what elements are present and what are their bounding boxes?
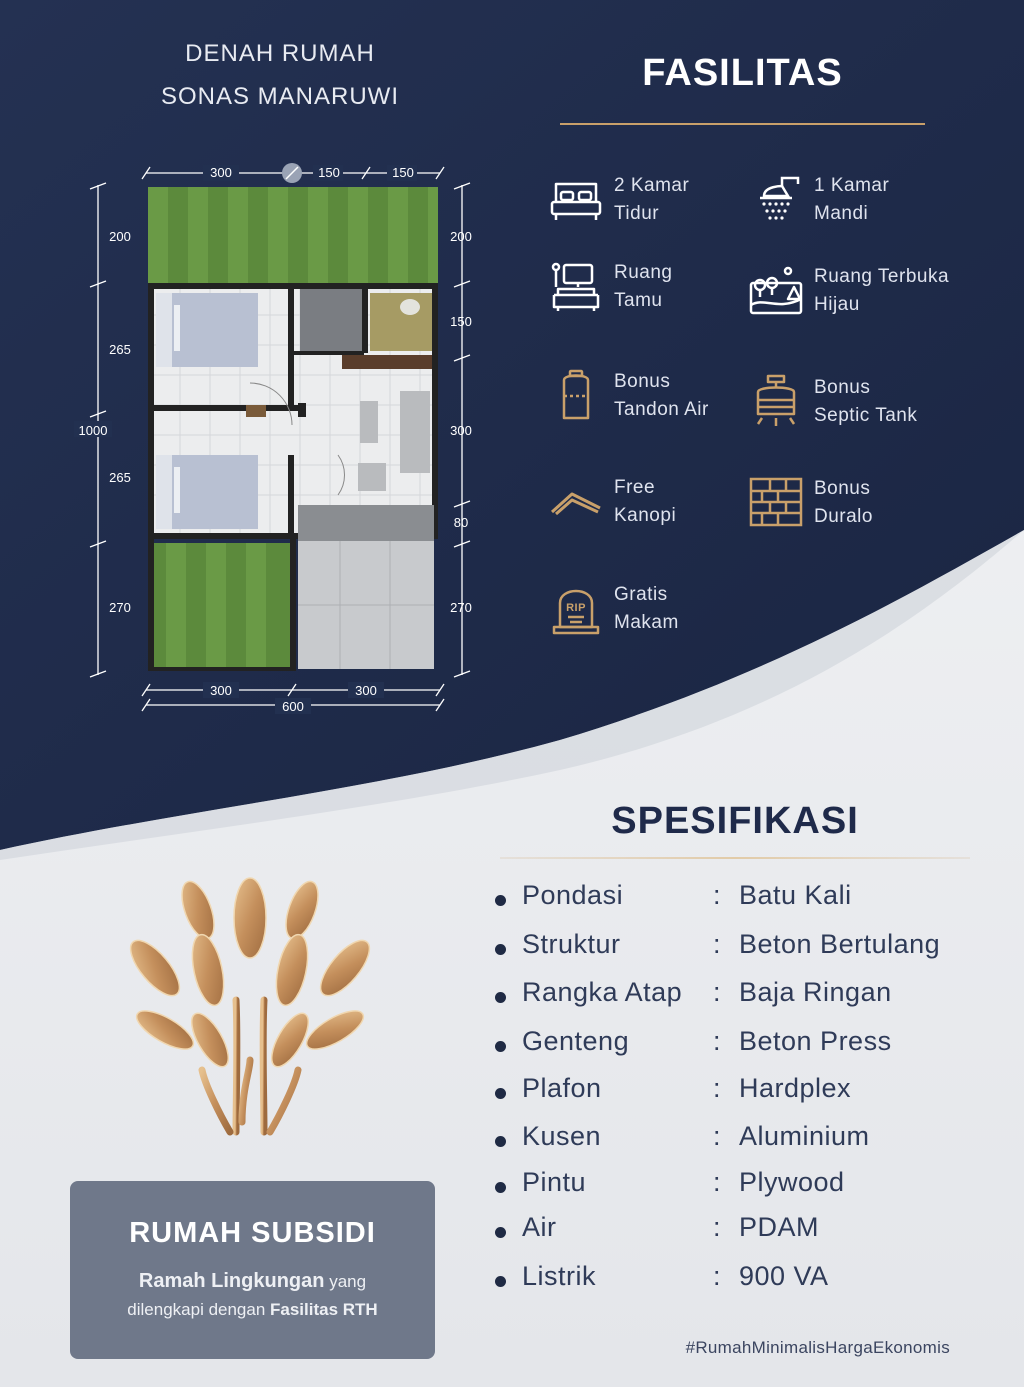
spec-label: Struktur [522, 929, 621, 959]
spesifikasi-divider [500, 857, 970, 859]
badge-title: RUMAH SUBSIDI [129, 1217, 376, 1249]
shower-icon [748, 172, 804, 228]
park-icon [748, 263, 804, 319]
facility-bedroom-line1: 2 Kamar [614, 175, 690, 196]
spec-separator: : [713, 1167, 722, 1197]
fasilitas-divider [560, 123, 925, 125]
spec-row [495, 880, 995, 920]
facility-bedroom [548, 172, 689, 228]
spec-row [495, 1121, 995, 1161]
facility-open-space [748, 263, 949, 319]
living-room-icon [548, 259, 604, 315]
facility-open-space-line1: Ruang Terbuka [814, 266, 950, 287]
bullet-icon [495, 1041, 506, 1052]
facility-water-tank-line2: Tandon Air [614, 399, 709, 420]
spec-row [495, 1026, 995, 1066]
dim-bottom-1: 300 [210, 683, 232, 698]
dim-left-4: 270 [109, 600, 131, 615]
bullet-icon [495, 1136, 506, 1147]
canopy-icon [548, 474, 604, 530]
plan-title-line2: SONAS MANARUWI [160, 83, 399, 110]
spec-value: Aluminium [739, 1121, 870, 1151]
septic-tank-icon [748, 374, 804, 430]
spec-separator: : [713, 1026, 722, 1056]
spec-separator: : [713, 1121, 722, 1151]
plan-title-line1: DENAH RUMAH [185, 40, 375, 67]
rumah-subsidi-badge [70, 1181, 435, 1359]
facility-cemetery-line1: Gratis [614, 584, 668, 605]
facility-bedroom-line2: Tidur [614, 203, 660, 224]
facility-bathroom [748, 172, 889, 228]
facility-cemetery [548, 581, 679, 637]
badge-subtitle [70, 1267, 435, 1324]
dim-left-1: 200 [109, 229, 131, 244]
spec-row [495, 1167, 995, 1207]
badge-bold1: Ramah Lingkungan [138, 1270, 325, 1292]
facility-septic-tank [748, 374, 917, 430]
spec-value: Plywood [739, 1167, 845, 1197]
facility-duralo-line1: Bonus [814, 478, 871, 499]
bed-icon [548, 172, 604, 228]
tombstone-icon [548, 581, 604, 637]
tree-logo-icon [110, 870, 390, 1150]
dim-top-3: 150 [392, 165, 414, 180]
spec-value: Beton Press [739, 1026, 892, 1056]
spec-row [495, 977, 995, 1017]
spec-value: Hardplex [739, 1073, 852, 1103]
bullet-icon [495, 1276, 506, 1287]
dim-top-1: 300 [210, 165, 232, 180]
facility-bathroom-line1: 1 Kamar [814, 175, 890, 196]
spec-label: Air [522, 1212, 557, 1242]
brick-icon [748, 475, 804, 531]
spec-value: Baja Ringan [739, 977, 892, 1007]
plan-body [148, 187, 438, 671]
facility-living-room-line1: Ruang [614, 262, 673, 283]
dim-right-3: 300 [450, 423, 472, 438]
spec-separator: : [713, 1212, 722, 1242]
bullet-icon [495, 895, 506, 906]
spec-label: Plafon [522, 1073, 602, 1103]
spec-label: Genteng [522, 1026, 630, 1056]
plan-title [120, 32, 440, 118]
dim-right-4: 80 [453, 515, 469, 530]
dim-left-3: 265 [109, 470, 131, 485]
dim-bottom-2: 300 [355, 683, 377, 698]
facility-duralo [748, 475, 873, 531]
facility-duralo-line2: Duralo [814, 506, 873, 527]
spec-label: Kusen [522, 1121, 602, 1151]
bullet-icon [495, 944, 506, 955]
dim-right-5: 270 [450, 600, 472, 615]
dim-bottom-total: 600 [282, 699, 304, 714]
spec-separator: : [713, 1261, 722, 1291]
spec-separator: : [713, 977, 722, 1007]
bullet-icon [495, 1182, 506, 1193]
spec-label: Pintu [522, 1167, 587, 1197]
tomb-text: RIP [566, 602, 586, 614]
facility-water-tank [548, 368, 709, 424]
badge-text2: dilengkapi dengan [127, 1300, 271, 1319]
floor-plan [70, 155, 480, 725]
facility-cemetery-line2: Makam [614, 612, 679, 633]
facility-open-space-line2: Hijau [814, 294, 860, 315]
badge-bold2: Fasilitas RTH [270, 1300, 378, 1319]
bullet-icon [495, 1227, 506, 1238]
facility-septic-tank-line1: Bonus [814, 377, 871, 398]
spec-row [495, 929, 995, 969]
spec-separator: : [713, 880, 722, 910]
dim-top-2: 150 [318, 165, 340, 180]
facility-septic-tank-line2: Septic Tank [814, 405, 918, 426]
fasilitas-title: FASILITAS [642, 52, 843, 94]
spec-value: PDAM [739, 1212, 820, 1242]
facility-canopy-line1: Free [614, 477, 656, 498]
spec-separator: : [713, 929, 722, 959]
dim-right-2: 150 [450, 314, 472, 329]
spec-label: Listrik [522, 1261, 597, 1291]
bullet-icon [495, 1088, 506, 1099]
spec-row [495, 1073, 995, 1113]
dim-left-2: 265 [109, 342, 131, 357]
spec-value: Beton Bertulang [739, 929, 941, 959]
bullet-icon [495, 992, 506, 1003]
hashtag: #RumahMinimalisHargaEkonomis [685, 1338, 950, 1357]
facility-bathroom-line2: Mandi [814, 203, 869, 224]
spec-label: Rangka Atap [522, 977, 683, 1007]
dim-right-1: 200 [450, 229, 472, 244]
facility-living-room-line2: Tamu [614, 290, 663, 311]
spesifikasi-title: SPESIFIKASI [611, 800, 859, 842]
spec-separator: : [713, 1073, 722, 1103]
facility-water-tank-line1: Bonus [614, 371, 671, 392]
badge-text1: yang [324, 1272, 367, 1291]
facility-canopy [548, 474, 676, 530]
facility-living-room [548, 259, 673, 315]
spec-value: 900 VA [739, 1261, 829, 1291]
dim-left-total: 1000 [78, 423, 108, 438]
spec-label: Pondasi [522, 880, 624, 910]
water-tank-icon [548, 368, 604, 424]
spec-row [495, 1261, 995, 1301]
spec-row [495, 1212, 995, 1252]
spec-value: Batu Kali [739, 880, 852, 910]
facility-canopy-line2: Kanopi [614, 505, 677, 526]
